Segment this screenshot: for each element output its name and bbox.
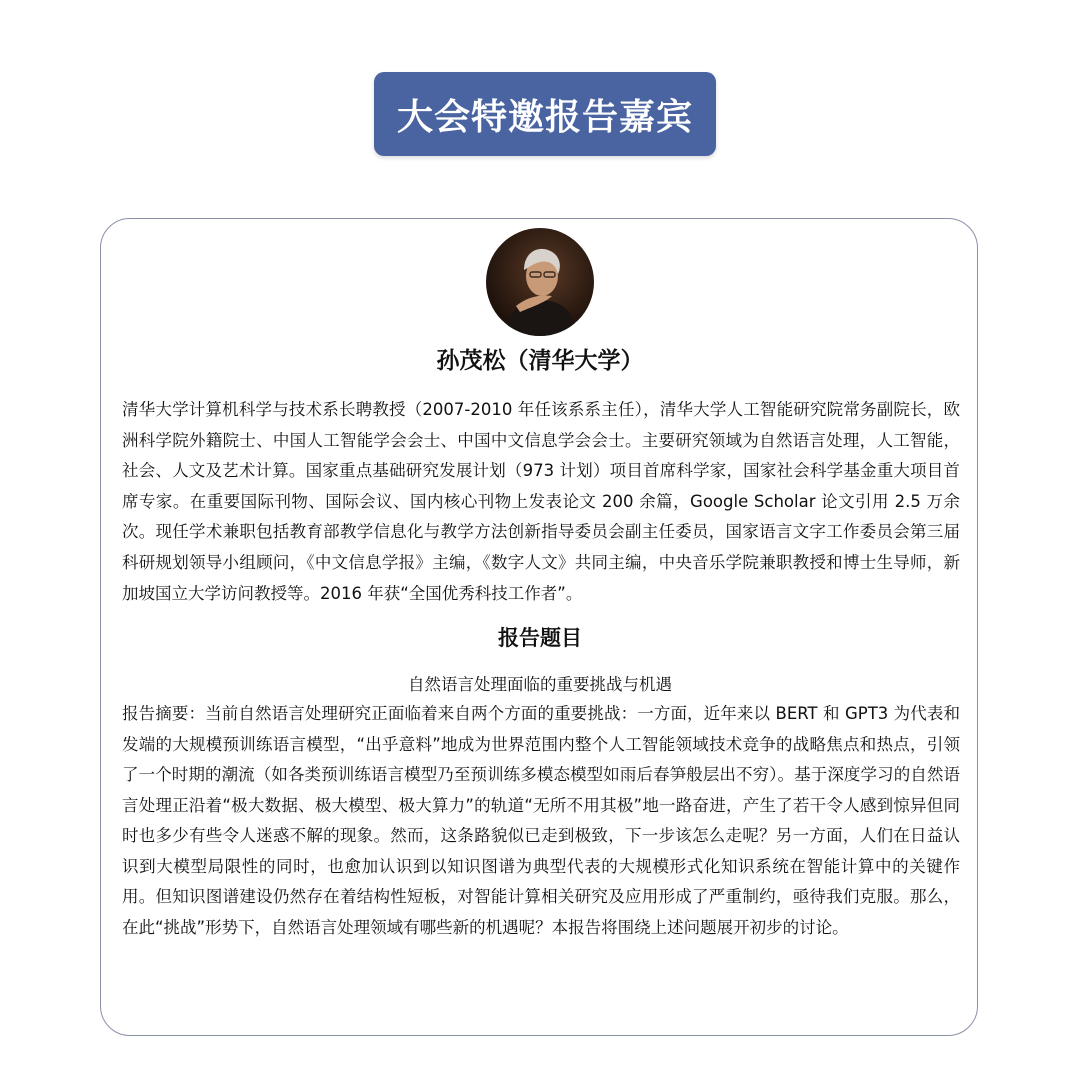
report-heading: 报告题目 (498, 626, 582, 650)
speaker-bio: 清华大学计算机科学与技术系长聘教授（2007-2010 年任该系系主任），清华大学人工智能研究院常务副院长，欧洲科学院外籍院士、中国人工智能学会会士、中国中文信息学会会士。主要研究领域为自然语言处理，人工智能，社会、人文及艺术计算。国家重点基础研究发展计划（973 计划）项目首席科学家，国家社会科学基金重大项目首席专家。在重要国际刊物、国际会议、国内核心刊物上发表论文 200 余篇，Google Scholar 论文引用 2.5 万余次。现任学术兼职包括教育部教学信息化与教学方法创新指导委员会副主任委员，国家语言文字工作委员会第三届科研规划领导小组顾问，《中文信息学报》主编，《数字人文》共同主编，中央音乐学院兼职教授和博士生导师，新加坡国立大学访问教授等。2016 年获“全国优秀科技工作者”。 (122, 400, 960, 603)
speaker-name: 孙茂松（清华大学） (436, 348, 644, 374)
report-title: 自然语言处理面临的重要挑战与机遇 (408, 675, 672, 694)
speaker-photo-icon (486, 228, 594, 336)
title-banner (374, 72, 716, 156)
report-abstract: 报告摘要：当前自然语言处理研究正面临着来自两个方面的重要挑战：一方面，近年来以 BERT 和 GPT3 为代表和发端的大规模预训练语言模型，“出乎意料”地成为世界范围内整个人工智能领域技术竞争的战略焦点和热点，引领了一个时期的潮流（如各类预训练语言模型乃至预训练多模态模型如雨后春笋般层出不穷）。基于深度学习的自然语言处理正沿着“极大数据、极大模型、极大算力”的轨道“无所不用其极”地一路奋进，产生了若干令人感到惊异但同时也多少有些令人迷惑不解的现象。然而，这条路貌似已走到极致，下一步该怎么走呢？另一方面，人们在日益认识到大模型局限性的同时，也愈加认识到以知识图谱为典型代表的大规模形式化知识系统在智能计算中的关键作用。但知识图谱建设仍然存在着结构性短板，对智能计算相关研究及应用形成了严重制约，亟待我们克服。那么，在此“挑战”形势下，自然语言处理领域有哪些新的机遇呢？本报告将围绕上述问题展开初步的讨论。 (122, 704, 960, 937)
banner-title: 大会特邀报告嘉宾 (396, 96, 693, 138)
speaker-avatar (486, 228, 594, 336)
